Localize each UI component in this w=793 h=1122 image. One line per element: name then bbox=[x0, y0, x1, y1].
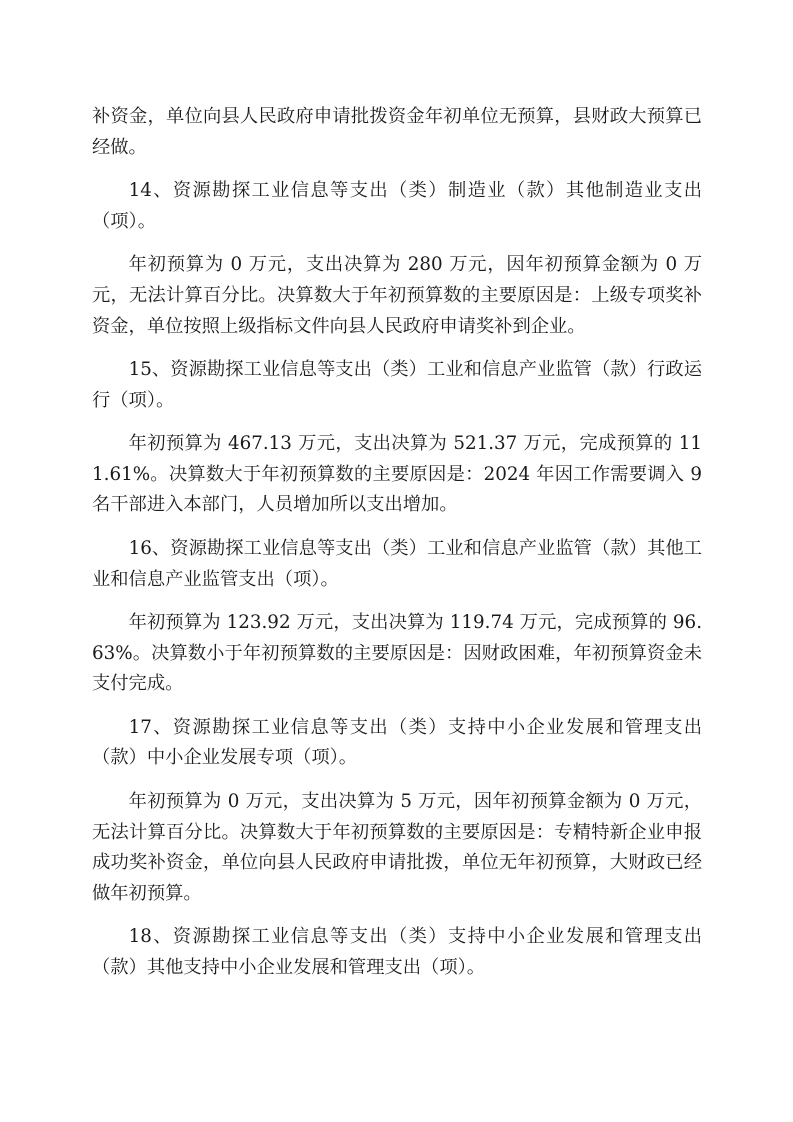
paragraph-item-17-heading: 17、资源勘探工业信息等支出（类）支持中小企业发展和管理支出（款）中小企业发展专项（项）。 bbox=[92, 716, 702, 769]
paragraph-item-18-heading: 18、资源勘探工业信息等支出（类）支持中小企业发展和管理支出（款）其他支持中小企业发展和管理支出（项）。 bbox=[92, 926, 702, 979]
paragraph-item-14-heading: 14、资源勘探工业信息等支出（类）制造业（款）其他制造业支出（项）。 bbox=[92, 180, 702, 232]
document-page bbox=[92, 102, 702, 996]
paragraph-item-16-body: 年初预算为 123.92 万元，支出决算为 119.74 万元，完成预算的 96.63%。决算数小于年初预算数的主要原因是：因财政困难，年初预算资金未支付完成。 bbox=[92, 611, 702, 695]
paragraph-item-16-heading: 16、资源勘探工业信息等支出（类）工业和信息产业监管（款）其他工业和信息产业监管支出（项）。 bbox=[92, 537, 702, 590]
paragraph-continuation: 补资金，单位向县人民政府申请批拨资金年初单位无预算，县财政大预算已经做。 bbox=[92, 106, 702, 158]
paragraph-item-14-body: 年初预算为 0 万元，支出决算为 280 万元，因年初预算金额为 0 万元，无法计算百分比。决算数大于年初预算数的主要原因是：上级专项奖补资金，单位按照上级指标文件向县人民政府申请奖补到企业。 bbox=[92, 254, 702, 337]
paragraph-item-17-body: 年初预算为 0 万元，支出决算为 5 万元，因年初预算金额为 0 万元，无法计算百分比。决算数大于年初预算数的主要原因是：专精特新企业申报成功奖补资金，单位向县人民政府申请批拨，单位无年初预算，大财政已经做年初预算。 bbox=[92, 790, 702, 904]
paragraph-item-15-body: 年初预算为 467.13 万元，支出决算为 521.37 万元，完成预算的 111.61%。决算数大于年初预算数的主要原因是：2024 年因工作需要调入 9 名干部进入本部门，人员增加所以支出增加。 bbox=[92, 433, 702, 516]
paragraph-item-15-heading: 15、资源勘探工业信息等支出（类）工业和信息产业监管（款）行政运行（项）。 bbox=[92, 358, 702, 411]
